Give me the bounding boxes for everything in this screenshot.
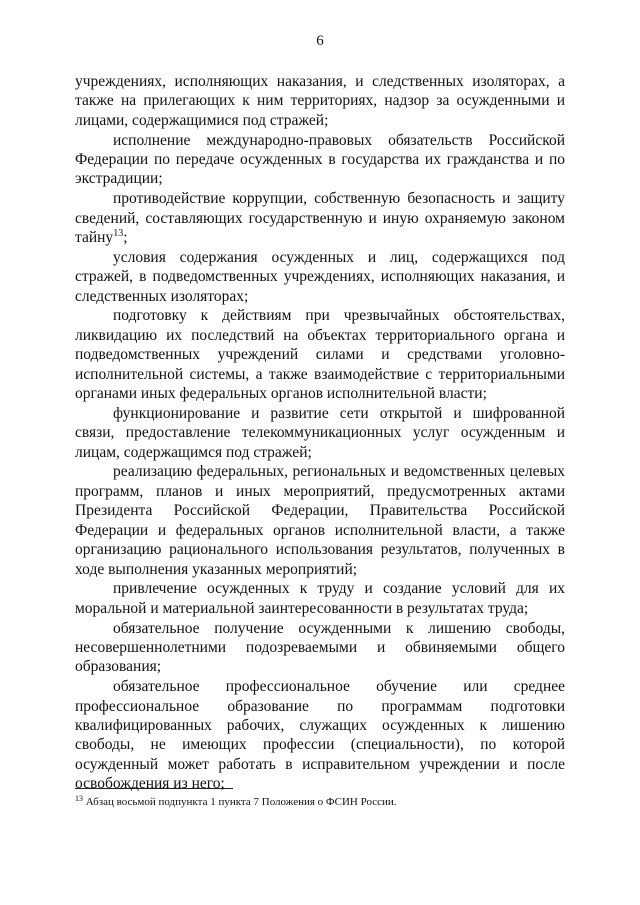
body-text [75,72,565,794]
page-number: 6 [316,33,324,49]
paragraph-tail: ; [123,229,128,247]
footnote-number: 13 [75,794,83,803]
paragraph: учреждениях, исполняющих наказания, и следственных изоляторах, а также на прилегающих к ним территориях, надзор за осужденными и лицами, содержащимися под стражей; [75,73,565,129]
footnote [75,795,565,809]
paragraph-text: противодействие коррупции, собственную безопасность и защиту сведений, составляющих государственную и иную охраняемую законом тайну [75,190,565,247]
paragraph: исполнение международно-правовых обязательств Российской Федерации по передаче осужденных в государства их гражданства и по экстрадиции; [75,131,565,188]
paragraph: условия содержания осужденных и лиц, содержащихся под стражей, в подведомственных учреждениях, исполняющих наказания, и следственных изоляторах; [75,248,565,305]
footnote-reference: 13 [113,228,124,240]
paragraph: обязательное получение осужденными к лишению свободы, несовершеннолетними подозреваемыми и обвиняемыми общего образования; [75,619,565,676]
paragraph: подготовку к действиям при чрезвычайных обстоятельствах, ликвидацию их последствий на объектах территориального органа и подведомственных учреждений силами и средствами уголовно-исполнительной системы, а также взаимодействие с территориальными органами иных федеральных органов исполнительной власти; [75,307,565,403]
footnote-divider [75,788,233,789]
footnote-text: Абзац восьмой подпункта 1 пункта 7 Положения о ФСИН России. [85,796,397,808]
paragraph: функционирование и развитие сети открытой и шифрованной связи, предоставление телекоммуникационных услуг осужденным и лицам, содержащимся под стражей; [75,404,565,461]
paragraph [75,189,565,247]
paragraph: обязательное профессиональное обучение или среднее профессиональное образование по программам подготовки квалифицированных рабочих, служащих осужденных к лишению свободы, не имеющих профессии (специальности), по которой осужденный может работать в исправительном учреждении и после освобождения из него; [75,678,565,793]
paragraph: привлечение осужденных к труду и создание условий для их моральной и материальной заинтересованности в результатах труда; [75,580,565,617]
paragraph: реализацию федеральных, региональных и ведомственных целевых программ, планов и иных мероприятий, предусмотренных актами Президента Российской Федерации, Правительства Российской Федерации и федеральных органов исполнительной власти, а также организацию рационального использования результатов, полученных в ходе выполнения указанных мероприятий; [75,463,565,578]
